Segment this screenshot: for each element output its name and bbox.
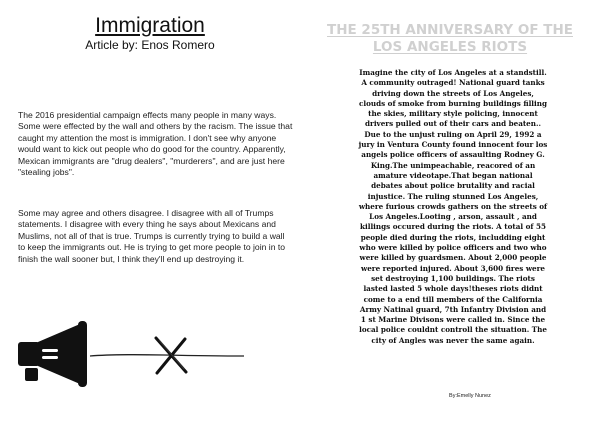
article-paragraph-1: The 2016 presidential campaign effects many people in many ways. Some were effected by the wall and others by the racism. The issue that caught my attention the most is immigration. I don't see why anyone would want to kick out people who do good for the country. Apparently, Mexican immigrants are "drug dealers", "murderers", and are just here "stealing jobs". xyxy=(18,110,293,178)
riots-story: Imagine the city of Los Angeles at a standstill. A community outraged! National guard tanks driving down the streets of Los Angeles, clouds of smoke from burning buildings filling the skies, military style policing, innocent drivers pulled out of their cars and beaten.. Due to the unjust ruling on April 29, 1992 a jury in Ventura County found innocent four los angels police officers of assaulting Rodney G. King.The unimpeachable, reacored of an amature videotape.That began national debates about police brutality and racial injustice. The ruling stunned Los Angeles, where furious crowds gathers on the streets of Los Angeles.Looting , arson, assault , and killings occured during the riots. A total of 55 people died during the riots, includding eight who were killed by police officers and two who were killed by guardsmen. About 2,000 people were reported injured. About 3,600 fires were set destroying 1,100 buildings. The riots lasted lasted 5 whole days!theses riots didnt come to a end till members of the California Army Natinal guard, 7th Infantry Division and 1 st Marine Divisons were called in. Since the local police couldnt controll the situation. The city of Angles was never the same again. xyxy=(358,68,548,345)
sound-line-icon xyxy=(90,355,244,356)
article-title: Immigration xyxy=(95,14,205,37)
megaphone-icon xyxy=(18,321,87,387)
article-byline: Article by: Enos Romero xyxy=(85,38,215,52)
riots-headline: THE 25TH ANNIVERSARY OF THE LOS ANGELES RIOTS xyxy=(327,22,573,55)
riots-credit: By:Emelly Nunez xyxy=(449,393,491,399)
article-paragraph-2: Some may agree and others disagree. I disagree with all of Trumps statements. I disagree with every thing he says about Mexicans and Muslims, not all of that is true. Trumps is currently trying to build a wall to keep the immigrants out. He is trying to get more people to join in to finish the wall sooner but, I think they'll end up destroying it. xyxy=(18,208,286,264)
megaphone-graphic xyxy=(14,320,254,390)
la-riots-article xyxy=(300,0,600,424)
